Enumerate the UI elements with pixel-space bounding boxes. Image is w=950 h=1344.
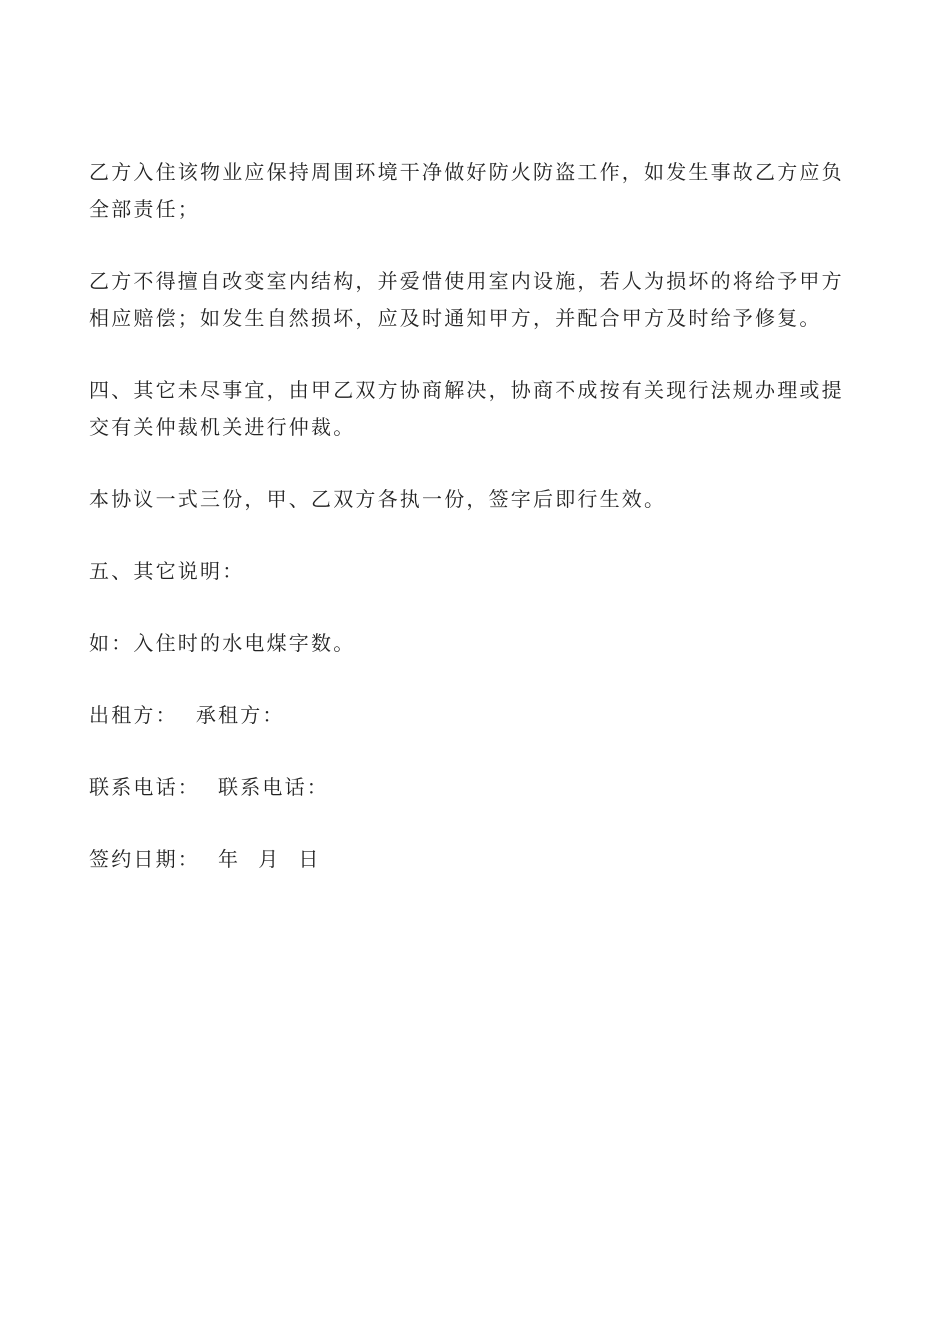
- paragraph-line: 交有关仲裁机关进行仲裁。: [89, 415, 356, 439]
- paragraph-other-notes-heading: [89, 553, 864, 590]
- paragraph-line: 全部责任；: [89, 197, 200, 221]
- paragraph-utility-readings: [89, 625, 864, 662]
- year-label: 年: [218, 847, 241, 871]
- lessor-phone-label: 联系电话：: [89, 775, 200, 799]
- paragraph-line: 五、其它说明：: [89, 559, 245, 583]
- signature-phone-line: [89, 769, 864, 806]
- signature-date-row: [89, 841, 864, 878]
- paragraph-line: 如：入住时的水电煤字数。: [89, 631, 356, 655]
- lessor-label: 出租方：: [89, 703, 178, 727]
- signature-phone-row: [89, 769, 864, 806]
- paragraph-dispute-resolution: [89, 372, 864, 446]
- month-label: 月: [258, 847, 281, 871]
- day-label: 日: [298, 847, 321, 871]
- paragraph-copies: [89, 481, 864, 518]
- lessee-phone-label: 联系电话：: [218, 775, 329, 799]
- paragraph-line: 乙方入住该物业应保持周围环境干净做好防火防盗工作，如发生事故乙方应负: [89, 160, 844, 184]
- paragraph-property-maintenance: [89, 154, 864, 228]
- signature-parties-row: [89, 697, 864, 734]
- paragraph-line: 相应赔偿；如发生自然损坏，应及时通知甲方，并配合甲方及时给予修复。: [89, 306, 822, 330]
- paragraph-no-alteration: [89, 263, 864, 337]
- paragraph-line: 乙方不得擅自改变室内结构，并爱惜使用室内设施，若人为损坏的将给予甲方: [89, 269, 844, 293]
- paragraph-line: 四、其它未尽事宜，由甲乙双方协商解决，协商不成按有关现行法规办理或提: [89, 378, 844, 402]
- signature-parties-line: [89, 697, 864, 734]
- lessee-label: 承租方：: [195, 703, 285, 727]
- paragraph-line: 本协议一式三份，甲、乙双方各执一份，签字后即行生效。: [89, 487, 667, 511]
- document-body: [89, 154, 864, 913]
- date-label: 签约日期：: [89, 847, 200, 871]
- signature-date-line: [89, 841, 864, 878]
